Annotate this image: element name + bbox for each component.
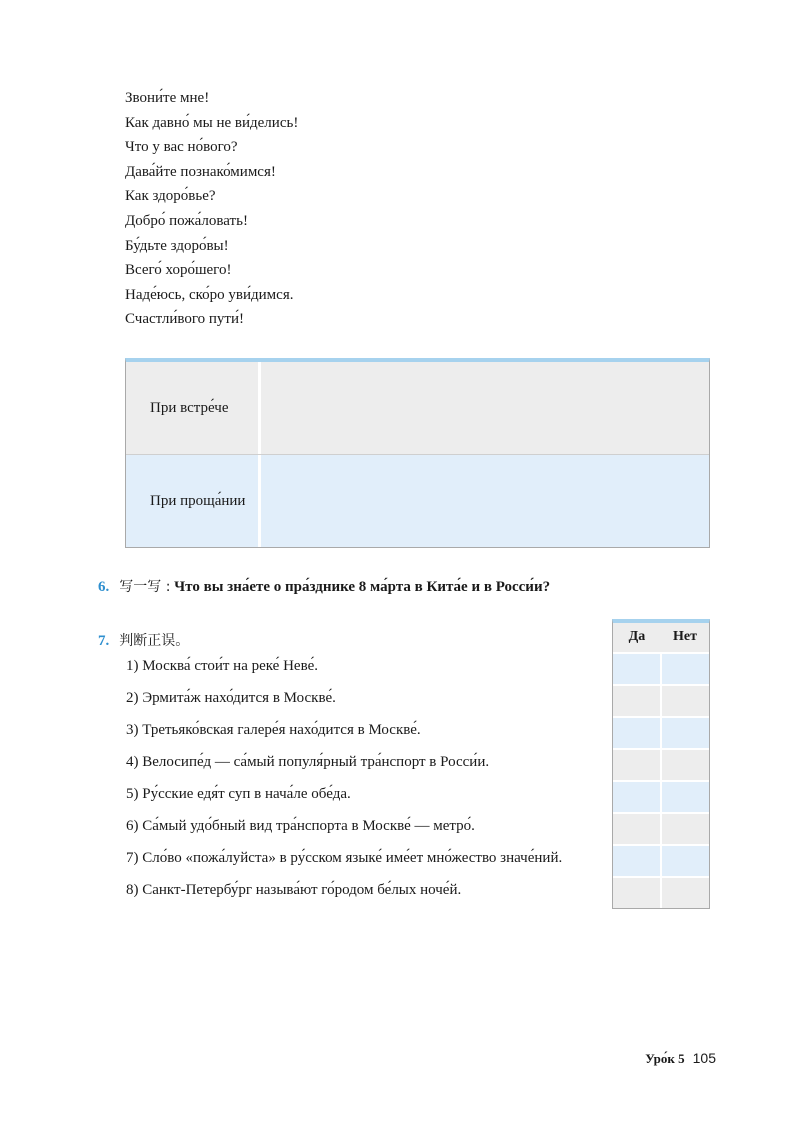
answer-row bbox=[613, 716, 709, 748]
task-6-question: Что вы зна́ете о пра́зднике 8 ма́рта в Кита́е и в Росси́и? bbox=[174, 579, 551, 595]
lesson-label: Уро́к 5 bbox=[645, 1051, 685, 1066]
task-6 bbox=[98, 576, 550, 596]
phrase-item: Бу́дьте здоро́вы! bbox=[125, 237, 229, 254]
parting-row bbox=[126, 455, 709, 547]
phrase-item: Что у вас но́вого? bbox=[125, 139, 238, 156]
answer-row bbox=[613, 684, 709, 716]
answer-row bbox=[613, 812, 709, 844]
no-cell[interactable] bbox=[660, 844, 709, 876]
phrase-list bbox=[125, 86, 298, 332]
statement-item: 6) Са́мый удо́бный вид тра́нспорта в Москве́ — метро́. bbox=[126, 818, 475, 834]
yes-cell[interactable] bbox=[613, 780, 660, 812]
yes-cell[interactable] bbox=[613, 716, 660, 748]
task-6-instruction: 写一写 : bbox=[119, 579, 171, 595]
statement-item: 4) Велосипе́д — са́мый популя́рный тра́нспорт в Росси́и. bbox=[126, 754, 490, 770]
meeting-row bbox=[126, 362, 709, 455]
phrase-item: Как здоро́вье? bbox=[125, 188, 216, 205]
answer-row bbox=[613, 780, 709, 812]
meeting-answer-cell[interactable] bbox=[261, 362, 709, 454]
yes-cell[interactable] bbox=[613, 812, 660, 844]
yes-cell[interactable] bbox=[613, 684, 660, 716]
yes-cell[interactable] bbox=[613, 748, 660, 780]
greeting-sort-table bbox=[125, 358, 710, 548]
yes-cell[interactable] bbox=[613, 876, 660, 908]
phrase-item: Добро́ пожа́ловать! bbox=[125, 212, 248, 229]
no-cell[interactable] bbox=[660, 716, 709, 748]
task-7-number: 7. bbox=[98, 633, 110, 649]
no-cell[interactable] bbox=[660, 780, 709, 812]
phrase-item: Звони́те мне! bbox=[125, 90, 210, 106]
statement-item: 7) Сло́во «пожа́луйста» в ру́сском языке́ име́ет мно́жество значе́ний. bbox=[126, 850, 563, 866]
answer-row bbox=[613, 844, 709, 876]
true-false-header bbox=[613, 623, 709, 652]
true-false-table bbox=[612, 619, 710, 909]
page-number: 105 bbox=[692, 1050, 716, 1066]
answer-row bbox=[613, 652, 709, 684]
no-cell[interactable] bbox=[660, 684, 709, 716]
yes-column-header: Да bbox=[628, 629, 646, 644]
no-cell[interactable] bbox=[660, 812, 709, 844]
phrase-item: Наде́юсь, ско́ро уви́димся. bbox=[125, 286, 294, 303]
statement-item: 2) Эрмита́ж нахо́дится в Москве́. bbox=[126, 690, 336, 706]
answer-row bbox=[613, 876, 709, 908]
yes-cell[interactable] bbox=[613, 844, 660, 876]
no-column-header: Нет bbox=[673, 629, 697, 644]
parting-label: При проща́нии bbox=[126, 455, 261, 547]
task-6-number: 6. bbox=[98, 579, 110, 595]
task-7-instruction: 判断正误。 bbox=[119, 633, 190, 649]
phrase-item: Всего́ хоро́шего! bbox=[125, 262, 232, 279]
task-7 bbox=[98, 630, 189, 650]
statement-item: 8) Санкт-Петербу́рг называ́ют го́родом бе́лых ноче́й. bbox=[126, 882, 462, 898]
parting-answer-cell[interactable] bbox=[261, 455, 709, 547]
yes-cell[interactable] bbox=[613, 652, 660, 684]
phrase-item: Счастли́вого пути́! bbox=[125, 311, 244, 328]
statement-item: 3) Третьяко́вская галере́я нахо́дится в Москве́. bbox=[126, 722, 421, 738]
phrase-item: Как давно́ мы не ви́делись! bbox=[125, 114, 299, 131]
statement-list bbox=[126, 654, 562, 910]
statement-item: 1) Москва́ стои́т на реке́ Неве́. bbox=[126, 658, 318, 674]
no-cell[interactable] bbox=[660, 876, 709, 908]
statement-item: 5) Ру́сские едя́т суп в нача́ле обе́да. bbox=[126, 786, 351, 802]
no-cell[interactable] bbox=[660, 748, 709, 780]
phrase-item: Дава́йте познако́мимся! bbox=[125, 163, 276, 180]
meeting-label: При встре́че bbox=[126, 362, 261, 454]
no-cell[interactable] bbox=[660, 652, 709, 684]
answer-row bbox=[613, 748, 709, 780]
page-footer bbox=[645, 1050, 716, 1067]
